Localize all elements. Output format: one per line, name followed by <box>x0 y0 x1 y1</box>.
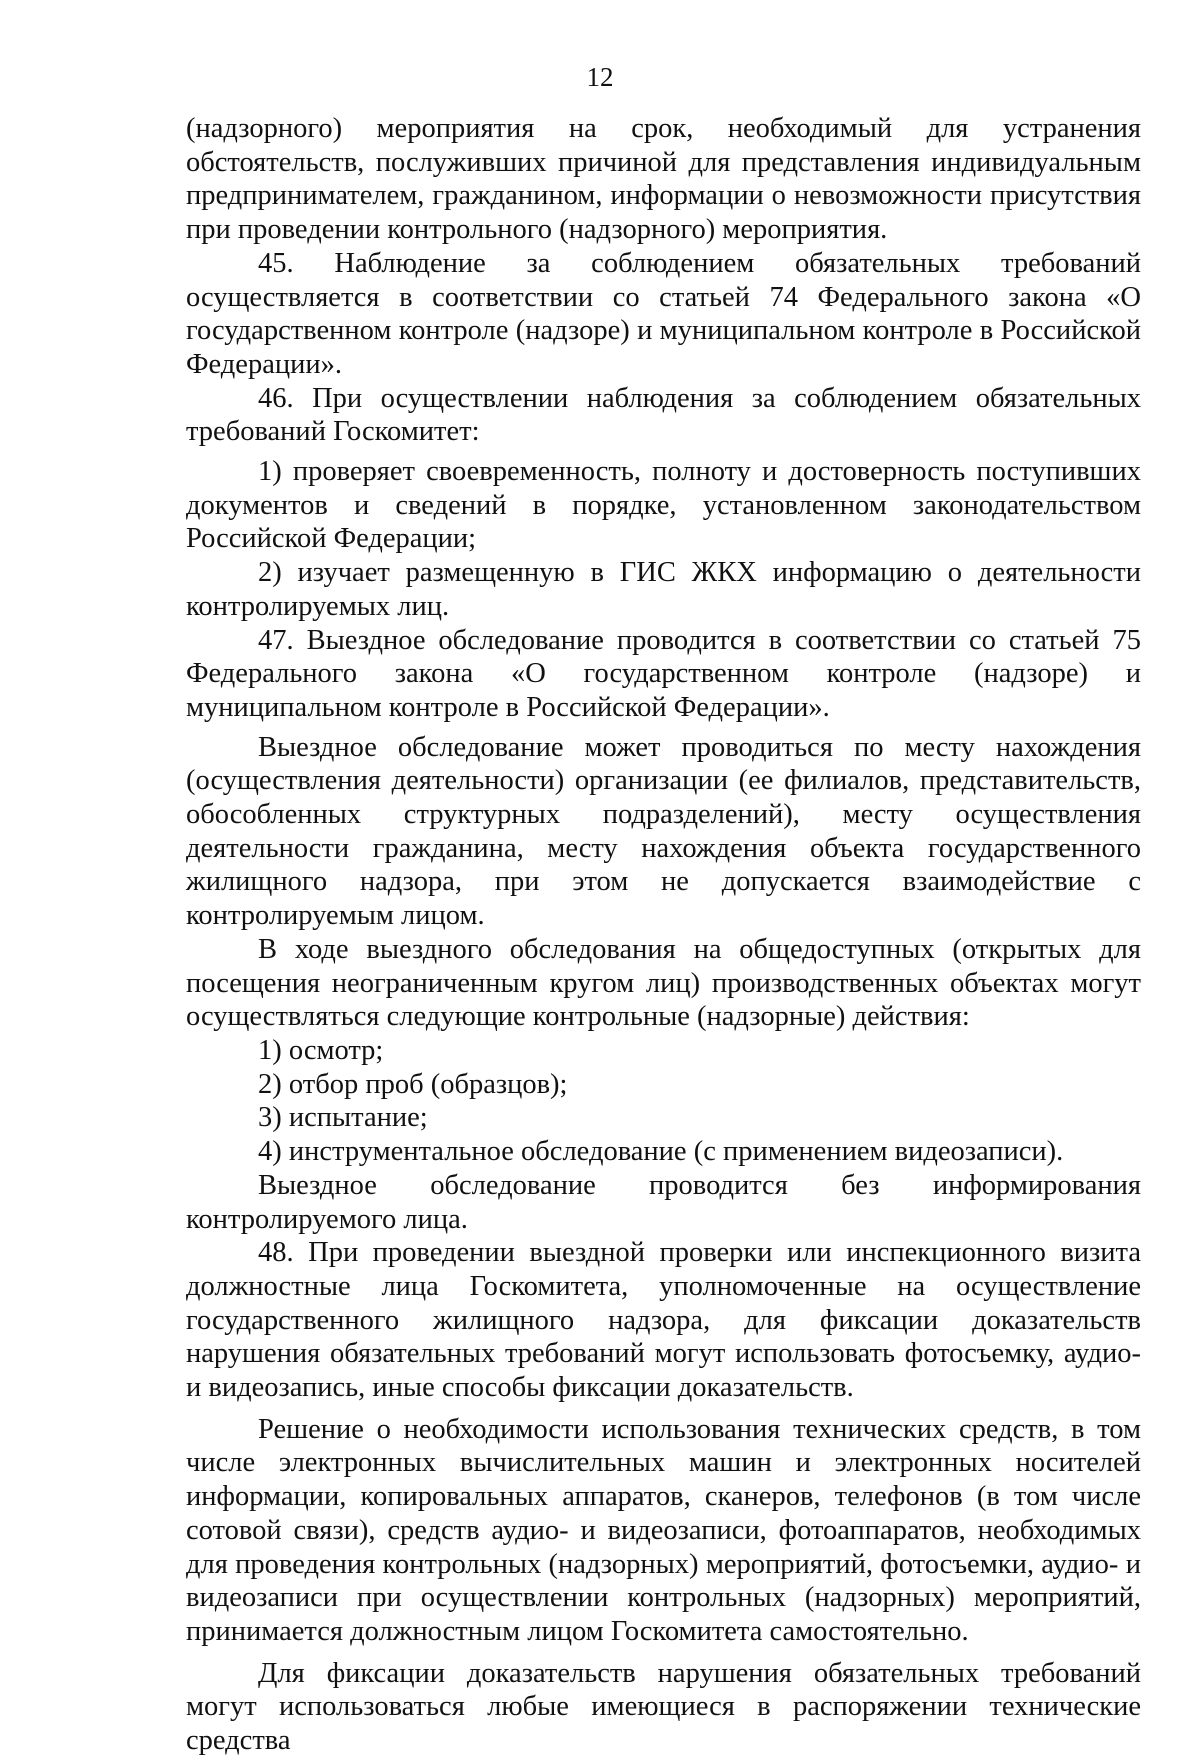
list-item-46-2: 2) изучает размещенную в ГИС ЖКХ информацию о деятельности контролируемых лиц. <box>186 557 1141 622</box>
paragraph-47: 47. Выездное обследование проводится в соответствии со статьей 75 Федерального закона «О государственном контроле (надзоре) и муниципальном контроле в Российской Федерации». <box>186 624 1141 723</box>
list-item-instrumental: 4) инструментальное обследование (с применением видеозаписи). <box>258 1136 1064 1168</box>
paragraph-48-technical-means: Решение о необходимости использования технических средств, в том числе электронных вычислительных машин и электронных носителей информации, копировальных аппаратов, сканеров, телефонов (в том числе сотовой связи), средств аудио- и видеозаписи, фотоаппаратов, необходимых для проведения контрольных (надзорных) мероприятий, фотосъемки, аудио- и видеозаписи при осуществлении контрольных (надзорных) мероприятий, принимается должностным лицом Госкомитета самостоятельно. <box>186 1413 1141 1647</box>
paragraph-47-no-notice: Выездное обследование проводится без информирования контролируемого лица. <box>186 1169 1141 1235</box>
list-item-sampling: 2) отбор проб (образцов); <box>258 1068 568 1100</box>
paragraph-48: 48. При проведении выездной проверки или инспекционного визита должностные лица Госкомитета, уполномоченные на осуществление государственного жилищного надзора, для фиксации доказательств нарушения обязательных требований могут использовать фотосъемку, аудио- и видеозапись, иные способы фиксации доказательств. <box>186 1237 1141 1404</box>
paragraph-continuation: (надзорного) мероприятия на срок, необходимый для устранения обстоятельств, послуживших причиной для представления индивидуальным предпринимателем, гражданином, информации о невозможности присутствия при проведении контрольного (надзорного) мероприятия. <box>186 113 1141 246</box>
list-item-inspection: 1) осмотр; <box>258 1034 384 1066</box>
paragraph-47-actions: В ходе выездного обследования на общедоступных (открытых для посещения неограниченным кругом лиц) производственных объектах могут осуществляться следующие контрольные (надзорные) действия: <box>186 933 1141 1033</box>
document-body <box>186 108 1141 1758</box>
paragraph-46: 46. При осуществлении наблюдения за соблюдением обязательных требований Госкомитет: <box>186 382 1141 448</box>
list-item-46-1: 1) проверяет своевременность, полноту и достоверность поступивших документов и сведений в порядке, установленном законодательством Российской Федерации; <box>186 456 1141 555</box>
list-item-testing: 3) испытание; <box>258 1102 428 1134</box>
paragraph-47-location: Выездное обследование может проводиться по месту нахождения (осуществления деятельности) организации (ее филиалов, представительств, обособленных структурных подразделений), месту осуществления деятельности гражданина, месту нахождения объекта государственного жилищного надзора, при этом не допускается взаимодействие с контролируемым лицом. <box>186 731 1141 932</box>
page-number: 12 <box>586 62 614 92</box>
paragraph-48-evidence: Для фиксации доказательств нарушения обязательных требований могут использоваться любые имеющиеся в распоряжении технические средства <box>186 1657 1141 1757</box>
paragraph-45: 45. Наблюдение за соблюдением обязательных требований осуществляется в соответствии со статьей 74 Федерального закона «О государственном контроле (надзоре) и муниципальном контроле в Российской Федерации». <box>186 247 1141 380</box>
